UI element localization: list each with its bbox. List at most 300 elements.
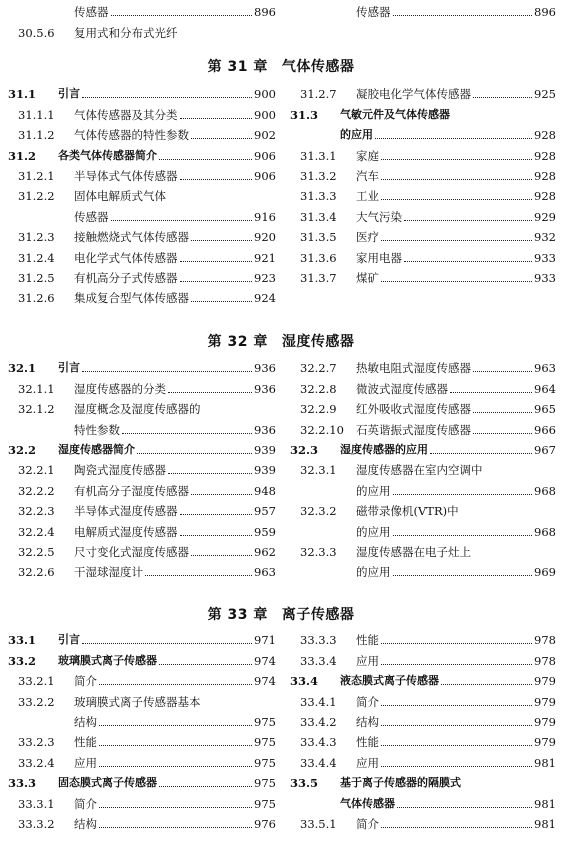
dot-leader [473, 433, 532, 434]
entry-title: 简介 [74, 796, 97, 811]
entry-page: 921 [254, 250, 276, 265]
toc-subsection[interactable] [290, 204, 556, 224]
dot-leader [159, 664, 252, 665]
toc-subsection[interactable] [8, 478, 276, 498]
entry-title: 汽车 [356, 168, 379, 183]
entry-page: 979 [534, 694, 556, 709]
dot-leader [381, 281, 532, 282]
entry-page: 979 [534, 674, 556, 689]
dot-leader [450, 392, 532, 393]
toc-subsection[interactable] [8, 791, 276, 811]
entry-title: 简介 [74, 674, 97, 689]
entry-title: 接触燃烧式气体传感器 [74, 230, 189, 245]
entry-page: 900 [254, 107, 276, 122]
entry-title: 湿度传感器的分类 [74, 381, 166, 396]
entry-title: 气敏元件及气体传感器 [340, 107, 450, 121]
entry-page: 967 [534, 442, 556, 457]
toc-subsection[interactable] [8, 812, 276, 832]
entry-number: 32.2.5 [18, 544, 55, 559]
entry-number: 31.1.1 [18, 107, 55, 122]
toc-section[interactable] [290, 771, 556, 791]
entry-title: 引言 [58, 87, 80, 101]
toc-subsection[interactable] [8, 286, 276, 306]
entry-page: 924 [254, 291, 276, 306]
entry-title: 半导体式气体传感器 [74, 168, 178, 183]
entry-number: 33.2.2 [18, 694, 55, 709]
toc-section[interactable] [290, 669, 556, 689]
toc-subsection[interactable] [290, 750, 556, 770]
entry-page: 966 [534, 422, 556, 437]
entry-title: 基于离子传感器的隔膜式 [340, 776, 461, 790]
dot-leader [191, 555, 252, 556]
dot-leader [111, 220, 253, 221]
entry-page: 925 [534, 87, 556, 102]
entry-title: 结构 [356, 714, 379, 729]
dot-leader [381, 159, 532, 160]
toc-entry-continued[interactable] [8, 710, 276, 730]
entry-title: 的应用 [356, 524, 391, 539]
toc-subsection[interactable] [8, 540, 276, 560]
entry-page: 957 [254, 504, 276, 519]
entry-title: 结构 [74, 714, 97, 729]
entry-title: 石英谐振式湿度传感器 [356, 422, 471, 437]
entry-number: 32.1 [8, 361, 37, 376]
dot-leader [137, 453, 252, 454]
entry-page: 965 [534, 402, 556, 417]
entry-number: 33.4.1 [300, 694, 337, 709]
toc-subsection[interactable] [290, 689, 556, 709]
entry-title: 煤矿 [356, 270, 379, 285]
toc-subsection[interactable] [290, 730, 556, 750]
entry-number: 33.2.1 [18, 674, 55, 689]
toc-subsection[interactable] [290, 499, 556, 519]
entry-number: 33.3.4 [300, 653, 337, 668]
entry-number: 32.1.1 [18, 381, 55, 396]
toc-subsection[interactable] [8, 397, 276, 417]
toc-subsection[interactable] [290, 648, 556, 668]
entry-title: 凝胶电化学气体传感器 [356, 87, 471, 102]
entry-number: 31.3.1 [300, 148, 337, 163]
entry-number: 31.3.4 [300, 209, 337, 224]
entry-number: 31.1 [8, 87, 37, 102]
dot-leader [473, 371, 532, 372]
entry-number: 33.4 [290, 674, 319, 689]
toc-subsection[interactable] [8, 184, 276, 204]
entry-number: 31.2.6 [18, 291, 55, 306]
entry-title: 湿度传感器在电子灶上 [356, 544, 471, 559]
entry-page: 979 [534, 714, 556, 729]
dot-leader [404, 261, 532, 262]
toc-subsection[interactable] [290, 143, 556, 163]
entry-title: 的应用 [356, 483, 391, 498]
dot-leader [430, 453, 532, 454]
entry-page: 906 [254, 168, 276, 183]
toc-subsection[interactable] [290, 245, 556, 265]
toc-subsection[interactable] [8, 560, 276, 580]
dot-leader [191, 494, 252, 495]
entry-page: 974 [254, 653, 276, 668]
toc-subsection[interactable] [290, 458, 556, 478]
entry-title: 玻璃膜式离子传感器基本 [74, 694, 201, 709]
dot-leader [82, 643, 252, 644]
dot-leader [180, 281, 253, 282]
dot-leader [180, 514, 253, 515]
entry-page: 968 [534, 483, 556, 498]
dot-leader [473, 97, 532, 98]
toc-subsection[interactable] [290, 376, 556, 396]
entry-number: 32.2.8 [300, 381, 337, 396]
entry-page: 933 [534, 270, 556, 285]
toc-entry-continued[interactable] [8, 417, 276, 437]
toc-subsection[interactable] [8, 730, 276, 750]
entry-title: 磁带录像机(VTR)中 [356, 504, 459, 519]
entry-number: 33.4.2 [300, 714, 337, 729]
entry-title: 电化学式气体传感器 [74, 250, 178, 265]
entry-title: 结构 [74, 816, 97, 831]
entry-title: 半导体式湿度传感器 [74, 504, 178, 519]
toc-section[interactable] [290, 102, 556, 122]
entry-title: 有机高分子式传感器 [74, 270, 178, 285]
dot-leader [404, 220, 532, 221]
toc-entry-continued[interactable] [290, 123, 556, 143]
entry-number: 32.3.2 [300, 504, 337, 519]
toc-subsection[interactable] [8, 123, 276, 143]
toc-subsection[interactable] [290, 397, 556, 417]
dot-leader [381, 766, 532, 767]
entry-title: 干湿球湿度计 [74, 565, 143, 580]
entry-number: 31.1.2 [18, 128, 55, 143]
entry-title: 微波式湿度传感器 [356, 381, 448, 396]
entry-number: 30.5.6 [18, 25, 55, 40]
entry-number: 32.2 [8, 442, 37, 457]
toc-subsection[interactable] [290, 164, 556, 184]
toc-subsection[interactable] [290, 184, 556, 204]
toc-subsection[interactable] [290, 812, 556, 832]
chapter-title: 离子传感器 [281, 607, 355, 623]
chapter-number: 第 32 章 [207, 334, 268, 350]
toc-entry-continued[interactable] [290, 560, 556, 580]
toc-section[interactable] [8, 143, 276, 163]
dot-leader [99, 725, 252, 726]
entry-page: 936 [254, 422, 276, 437]
entry-page: 969 [534, 565, 556, 580]
entry-page: 948 [254, 483, 276, 498]
entry-page: 975 [254, 796, 276, 811]
toc-entry-continued[interactable] [8, 204, 276, 224]
entry-title: 气体传感器的特性参数 [74, 128, 189, 143]
toc-subsection[interactable] [290, 356, 556, 376]
entry-title: 应用 [356, 653, 379, 668]
entry-title: 湿度传感器简介 [58, 442, 135, 456]
toc-subsection[interactable] [290, 710, 556, 730]
entry-title: 简介 [356, 694, 379, 709]
entry-page: 929 [534, 209, 556, 224]
entry-page: 928 [534, 128, 556, 143]
toc-entry-continued[interactable] [290, 478, 556, 498]
entry-title: 性能 [74, 735, 97, 750]
entry-title: 有机高分子湿度传感器 [74, 483, 189, 498]
dot-leader [393, 575, 533, 576]
entry-number: 31.3.6 [300, 250, 337, 265]
entry-title: 湿度传感器的应用 [340, 442, 428, 456]
entry-number: 31.2.3 [18, 230, 55, 245]
entry-page: 981 [534, 755, 556, 770]
dot-leader [381, 725, 532, 726]
entry-title: 液态膜式离子传感器 [340, 674, 439, 688]
entry-page: 962 [254, 544, 276, 559]
dot-leader [397, 807, 532, 808]
toc-subsection[interactable] [8, 102, 276, 122]
entry-title: 集成复合型气体传感器 [74, 291, 189, 306]
entry-title: 湿度概念及湿度传感器的 [74, 402, 201, 417]
entry-title: 应用 [356, 755, 379, 770]
entry-title: 陶瓷式湿度传感器 [74, 463, 166, 478]
entry-page: 896 [254, 5, 276, 20]
entry-title: 尺寸变化式湿度传感器 [74, 544, 189, 559]
dot-leader [159, 786, 252, 787]
entry-title: 应用 [74, 755, 97, 770]
entry-page: 971 [254, 633, 276, 648]
entry-number: 33.2.4 [18, 755, 55, 770]
entry-title: 湿度传感器在室内空调中 [356, 463, 483, 478]
entry-title: 的应用 [356, 565, 391, 580]
chapter-number: 第 33 章 [207, 607, 268, 623]
toc-subsection[interactable] [8, 750, 276, 770]
chapter-title: 湿度传感器 [281, 334, 355, 350]
entry-title: 工业 [356, 189, 379, 204]
toc-subsection[interactable] [290, 417, 556, 437]
toc-entry-continued[interactable] [290, 519, 556, 539]
dot-leader [381, 240, 532, 241]
entry-number: 33.3.1 [18, 796, 55, 811]
toc-subsection[interactable] [290, 82, 556, 102]
toc-subsection[interactable] [290, 540, 556, 560]
entry-page: 933 [534, 250, 556, 265]
entry-number: 32.3.1 [300, 463, 337, 478]
entry-number: 33.5.1 [300, 816, 337, 831]
toc-section[interactable] [8, 628, 276, 648]
entry-title: 传感器 [356, 5, 391, 20]
entry-page: 981 [534, 796, 556, 811]
dot-leader [168, 392, 252, 393]
entry-number: 32.3.3 [300, 544, 337, 559]
toc-section[interactable] [8, 648, 276, 668]
toc-entry[interactable] [8, 20, 276, 40]
entry-page: 975 [254, 714, 276, 729]
entry-title: 特性参数 [74, 422, 120, 437]
entry-number: 31.3 [290, 107, 319, 122]
entry-number: 31.3.2 [300, 168, 337, 183]
entry-title: 电解质式湿度传感器 [74, 524, 178, 539]
toc-entry[interactable] [8, 0, 276, 20]
dot-leader [180, 179, 253, 180]
toc-section[interactable] [8, 438, 276, 458]
entry-number: 32.2.9 [300, 402, 337, 417]
toc-subsection[interactable] [8, 669, 276, 689]
entry-number: 32.1.2 [18, 402, 55, 417]
entry-number: 33.2.3 [18, 735, 55, 750]
entry-title: 引言 [58, 361, 80, 375]
entry-number: 33.1 [8, 633, 37, 648]
dot-leader [122, 433, 252, 434]
dot-leader [180, 535, 253, 536]
entry-title: 家庭 [356, 148, 379, 163]
entry-title: 性能 [356, 633, 379, 648]
entry-page: 981 [534, 816, 556, 831]
dot-leader [82, 371, 252, 372]
entry-number: 33.3.2 [18, 816, 55, 831]
toc-section[interactable] [8, 356, 276, 376]
entry-title: 的应用 [340, 128, 373, 142]
entry-number: 31.2.5 [18, 270, 55, 285]
entry-title: 气体传感器 [340, 796, 395, 810]
entry-page: 906 [254, 148, 276, 163]
entry-number: 31.3.7 [300, 270, 337, 285]
entry-number: 33.5 [290, 776, 319, 791]
entry-page: 975 [254, 755, 276, 770]
toc-subsection[interactable] [8, 519, 276, 539]
entry-page: 979 [534, 735, 556, 750]
entry-title: 传感器 [74, 209, 109, 224]
dot-leader [191, 138, 252, 139]
entry-page: 928 [534, 148, 556, 163]
dot-leader [159, 159, 252, 160]
entry-title: 医疗 [356, 230, 379, 245]
dot-leader [473, 412, 532, 413]
entry-number: 33.3.3 [300, 633, 337, 648]
dot-leader [393, 535, 533, 536]
entry-page: 936 [254, 361, 276, 376]
toc-subsection[interactable] [8, 266, 276, 286]
toc-subsection[interactable] [290, 225, 556, 245]
toc-entry-continued[interactable] [290, 791, 556, 811]
entry-page: 976 [254, 816, 276, 831]
entry-number: 31.2.4 [18, 250, 55, 265]
entry-title: 红外吸收式湿度传感器 [356, 402, 471, 417]
entry-title: 玻璃膜式离子传感器 [58, 653, 157, 667]
dot-leader [99, 807, 252, 808]
entry-title: 复用式和分布式光纤 [74, 25, 178, 40]
dot-leader [180, 118, 253, 119]
dot-leader [393, 494, 533, 495]
entry-page: 932 [534, 230, 556, 245]
entry-page: 920 [254, 230, 276, 245]
entry-page: 975 [254, 735, 276, 750]
entry-title: 性能 [356, 735, 379, 750]
entry-number: 32.2.6 [18, 565, 55, 580]
entry-page: 968 [534, 524, 556, 539]
dot-leader [99, 827, 252, 828]
dot-leader [99, 745, 252, 746]
dot-leader [381, 705, 532, 706]
chapter-title: 气体传感器 [281, 59, 355, 75]
entry-title: 传感器 [74, 5, 109, 20]
toc-subsection[interactable] [8, 499, 276, 519]
dot-leader [381, 664, 532, 665]
entry-number: 31.2.1 [18, 168, 55, 183]
toc-subsection[interactable] [8, 245, 276, 265]
entry-number: 33.4.3 [300, 735, 337, 750]
entry-title: 固态膜式离子传感器 [58, 776, 157, 790]
toc-section[interactable] [290, 438, 556, 458]
entry-number: 32.2.4 [18, 524, 55, 539]
toc-subsection[interactable] [8, 689, 276, 709]
toc-subsection[interactable] [290, 266, 556, 286]
entry-page: 939 [254, 463, 276, 478]
entry-number: 31.3.3 [300, 189, 337, 204]
toc-subsection[interactable] [8, 458, 276, 478]
dot-leader [82, 97, 252, 98]
toc-subsection[interactable] [8, 376, 276, 396]
toc-entry[interactable] [290, 0, 556, 20]
entry-page: 939 [254, 442, 276, 457]
toc-section[interactable] [8, 771, 276, 791]
chapter-number: 第 31 章 [207, 59, 268, 75]
entry-page: 900 [254, 87, 276, 102]
entry-number: 31.2.7 [300, 87, 337, 102]
dot-leader [191, 301, 252, 302]
dot-leader [145, 575, 252, 576]
entry-number: 32.2.7 [300, 361, 337, 376]
entry-page: 978 [534, 653, 556, 668]
dot-leader [180, 261, 253, 262]
toc-subsection[interactable] [8, 164, 276, 184]
entry-number: 32.3 [290, 442, 319, 457]
entry-title: 固体电解质式气体 [74, 189, 166, 204]
entry-page: 974 [254, 674, 276, 689]
entry-number: 31.2.2 [18, 189, 55, 204]
entry-number: 31.3.5 [300, 230, 337, 245]
entry-number: 33.3 [8, 776, 37, 791]
entry-number: 32.2.1 [18, 463, 55, 478]
entry-title: 大气污染 [356, 209, 402, 224]
entry-number: 32.2.3 [18, 504, 55, 519]
entry-page: 896 [534, 5, 556, 20]
entry-page: 959 [254, 524, 276, 539]
entry-page: 975 [254, 776, 276, 791]
dot-leader [441, 684, 532, 685]
toc-subsection[interactable] [290, 628, 556, 648]
dot-leader [393, 15, 533, 16]
dot-leader [99, 766, 252, 767]
dot-leader [381, 643, 532, 644]
entry-title: 引言 [58, 633, 80, 647]
entry-page: 902 [254, 128, 276, 143]
entry-number: 33.4.4 [300, 755, 337, 770]
chapter-heading [0, 56, 562, 76]
entry-page: 963 [534, 361, 556, 376]
entry-page: 936 [254, 381, 276, 396]
entry-page: 916 [254, 209, 276, 224]
dot-leader [381, 179, 532, 180]
dot-leader [111, 15, 253, 16]
dot-leader [381, 745, 532, 746]
entry-title: 各类气体传感器简介 [58, 148, 157, 162]
chapter-heading [0, 331, 562, 351]
entry-number: 32.2.10 [300, 422, 344, 437]
entry-title: 气体传感器及其分类 [74, 107, 178, 122]
toc-section[interactable] [8, 82, 276, 102]
entry-number: 32.2.2 [18, 483, 55, 498]
entry-title: 简介 [356, 816, 379, 831]
dot-leader [381, 827, 532, 828]
entry-page: 928 [534, 168, 556, 183]
entry-title: 家用电器 [356, 250, 402, 265]
dot-leader [381, 199, 532, 200]
toc-subsection[interactable] [8, 225, 276, 245]
entry-page: 923 [254, 270, 276, 285]
entry-page: 928 [534, 189, 556, 204]
